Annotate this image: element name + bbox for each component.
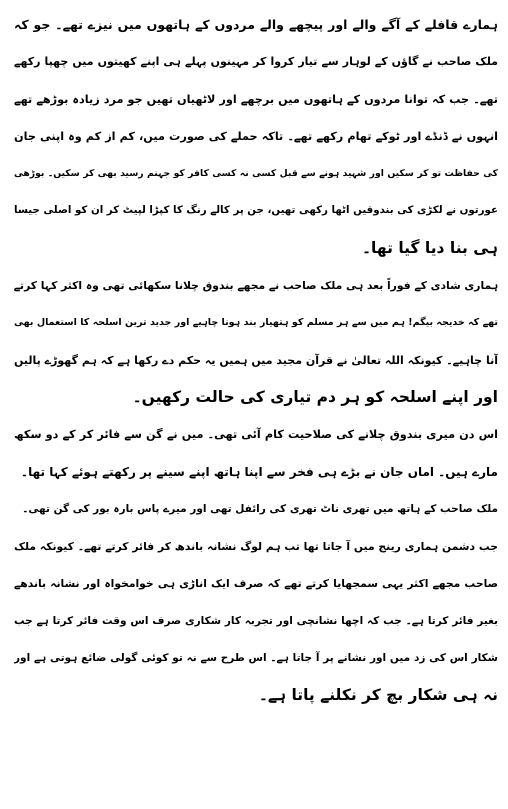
text-line: تھے۔ جب کہ توانا مردوں کے ہاتھوں میں برچھے اور لاٹھیاں تھیں جو مرد زیادہ بوڑھے تھے — [14, 92, 498, 106]
text-line: بغیر فائر کرتا ہے۔ جب کہ اچھا نشانچی اور تجربہ کار شکاری صرف اس وقت فائر کرتا ہے جب — [14, 614, 498, 627]
text-line: اس دن میری بندوق چلانے کی صلاحیت کام آئی تھی۔ میں نے گن سے فائر کر کے دو سکھ — [14, 428, 498, 442]
text-line: ہمارے قافلے کے آگے والے اور پیچھے والے مردوں کے ہاتھوں میں نیزے تھے۔ جو کہ — [14, 17, 498, 32]
text-line: ملک صاحب نے گاؤں کے لوہار سے تیار کروا کر مہینوں پہلے ہی اپنے کھیتوں میں چھپا رکھے — [14, 55, 498, 69]
text-line: عورتوں نے لکڑی کی بندوقیں اٹھا رکھی تھیں، جن پر کالے رنگ کا کپڑا لپیٹ کر ان کو اصلی جیسا — [14, 204, 498, 217]
text-line: مارے ہیں۔ اماں جان نے بڑے ہی فخر سے اپنا ہاتھ اپنے سینے پر رکھتے ہوئے کہا تھا۔ — [21, 464, 498, 479]
text-line: اور اپنے اسلحہ کو ہر دم تیاری کی حالت رکھیں۔ — [132, 387, 498, 406]
paragraph-that-day — [14, 416, 498, 491]
text-line: انہوں نے ڈنڈے اور ٹوکے تھام رکھے تھے۔ تاکہ حملے کی صورت میں، کم از کم وہ اپنی جان — [14, 129, 498, 143]
paragraph-rifle — [14, 491, 498, 528]
text-line: ہی بنا دیا گیا تھا۔ — [361, 238, 498, 257]
text-line: شکار اس کی زد میں اور نشانے پر آ جاتا ہے۔ اس طرح سے نہ تو کوئی گولی ضائع ہوتی ہے اور — [14, 652, 498, 665]
text-line: صاحب مجھے اکثر یہی سمجھایا کرتے تھے کہ صرف ایک اناڑی ہی خوامخواہ اور نشانہ باندھے — [14, 577, 498, 591]
paragraph-aim — [14, 528, 498, 714]
text-line: تھے کہ خدیجہ بیگم! ہم میں سے ہر مسلم کو ہتھیار بند ہونا چاہیے اور جدید ترین اسلحہ کا استعمال بھی — [14, 317, 498, 329]
paragraph-marriage — [14, 267, 498, 416]
text-line: ملک صاحب کے ہاتھ میں تھری ناٹ تھری کی رائفل تھی اور میرے پاس بارہ بور کی گن تھی۔ — [22, 502, 498, 515]
paragraph-convoy — [14, 6, 498, 267]
text-line: کی حفاظت تو کر سکیں اور شہید ہونے سے قبل کسی نہ کسی کافر کو جہنم رسید بھی کر سکیں۔ بوڑھی — [14, 168, 498, 180]
text-line: جب دشمن ہماری رینج میں آ جاتا تھا تب ہم لوگ نشانہ باندھ کر فائر کرتے تھے۔ کیونکہ ملک — [14, 540, 498, 554]
text-line: آنا چاہیے۔ کیونکہ اللہ تعالیٰ نے قرآن مجید میں ہمیں یہ حکم دے رکھا ہے کہ ہم گھوڑے پالیں — [14, 353, 498, 367]
text-line: نہ ہی شکار بچ کر نکلنے پاتا ہے۔ — [258, 686, 498, 705]
text-line: ہماری شادی کے فوراً بعد ہی ملک صاحب نے مجھے بندوق چلانا سکھائی تھی وہ اکثر کہا کرتے — [14, 279, 498, 293]
